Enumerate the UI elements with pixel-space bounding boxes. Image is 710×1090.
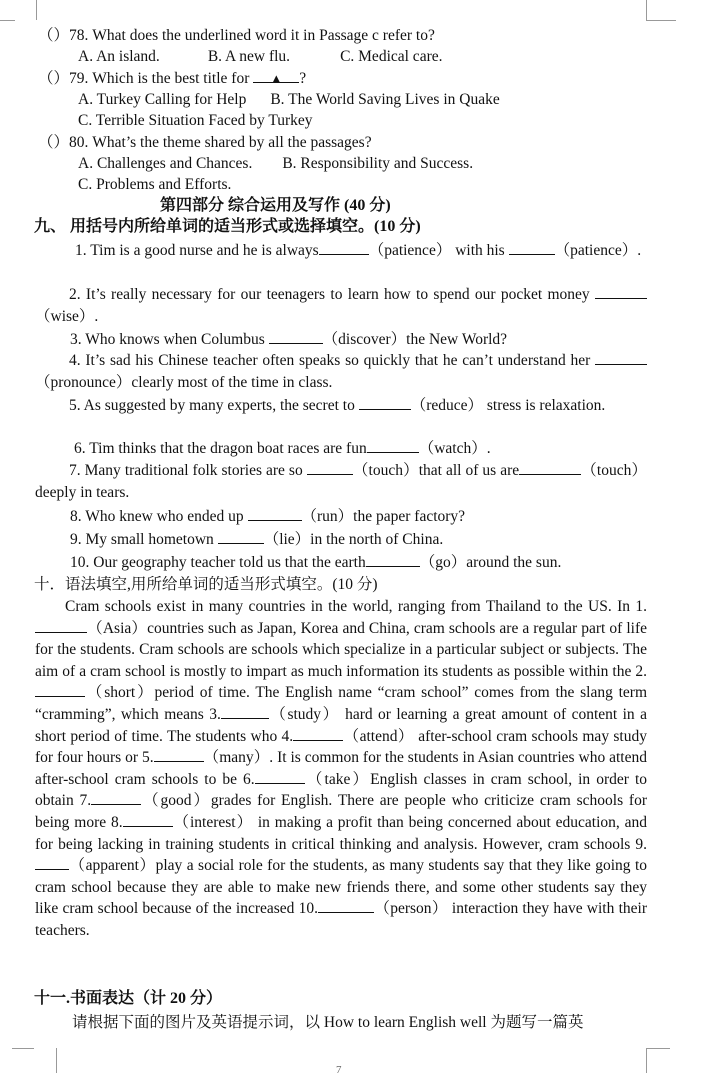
part-four-title: 第四部分 综合运用及写作 (40 分) (160, 197, 391, 214)
s9-blank[interactable] (595, 350, 647, 365)
writing-prompt: 请根据下面的图片及英语提示词，以 How to learn English well 为题写一篇英 (72, 1014, 584, 1031)
section-eleven-title: 十一.书面表达（计 20 分） (34, 990, 223, 1007)
crop-mark-bottom-left (34, 1048, 57, 1073)
s9-item-8: 8. Who knew who ended up （run）the paper factory? (70, 508, 466, 525)
cloze-blank-8[interactable] (123, 812, 173, 827)
question-79-options-ab: A. Turkey Calling for Help B. The World Saving Lives in Quake (78, 91, 500, 108)
cloze-blank-6[interactable] (255, 769, 305, 784)
s9-blank[interactable] (367, 438, 419, 453)
s9-item-10: 10. Our geography teacher told us that the earth （go）around the sun. (70, 554, 562, 571)
cloze-blank-9[interactable] (35, 855, 69, 870)
crop-mark-top-left-h (0, 20, 15, 21)
s9-item-5: 5. As suggested by many experts, the secret to （reduce） stress is relaxation. (69, 397, 606, 414)
question-80-option-c: C. Problems and Efforts. (78, 176, 232, 193)
s9-item-3: 3. Who knows when Columbus （discover）the New World? (70, 331, 508, 348)
question-80-options-ab: A. Challenges and Chances. B. Responsibility and Success. (78, 155, 474, 172)
cloze-blank-2[interactable] (35, 682, 85, 697)
cloze-blank-3[interactable] (221, 704, 269, 719)
s9-blank[interactable] (359, 395, 411, 410)
section-ten-title: 十．语法填空,用所给单词的适当形式填空。(10 分) (34, 576, 378, 593)
question-78: （）78. What does the underlined word it in Passage c refer to? (38, 27, 435, 44)
s9-blank[interactable] (269, 329, 323, 344)
s9-item-2: 2. It’s really necessary for our teenagers to learn how to spend our pocket money （wise）. (35, 284, 647, 327)
crop-mark-top-right-h (646, 20, 676, 21)
cloze-blank-1[interactable] (35, 618, 87, 633)
section-nine-title: 九、 用括号内所给单词的适当形式或选择填空。(10 分) (34, 218, 421, 235)
s9-blank[interactable] (509, 240, 555, 255)
cloze-blank-10[interactable] (318, 898, 374, 913)
crop-mark-bottom-right-h (646, 1048, 670, 1049)
cloze-blank-7[interactable] (91, 790, 141, 805)
cloze-blank-5[interactable] (154, 747, 204, 762)
crop-mark-bottom-left-h (12, 1048, 34, 1049)
question-78-options: A. An island. B. A new flu. C. Medical care. (78, 48, 443, 65)
crop-mark-top-right (646, 0, 669, 20)
s9-blank[interactable] (319, 240, 369, 255)
cloze-passage: Cram schools exist in many countries in the world, ranging from Thailand to the US. In 1.（Asia）countries such as Japan, Korea and China, cram schools are a regular part of life for the students. Cram schools are schools which specialize in a particular subject or subjects. The aim of a cram school is mostly to impart as much information its students as possible within the 2.（short）period of time. The English name “cram school” comes from the slang term “cramming”, which means 3. （study） hard or learning a great amount of content in a short period of time. The students who 4. （attend） after-school cram schools may study for four hours or 5. （many）. It is common for the students in Asian countries who attend after-school cram schools to be 6. （take）English classes in cram school, in order to obtain 7. （good）grades for English. There are people who criticize cram schools for being more 8. （interest） in making a profit than being concerned about education, and for being lacking in training students in critical thinking and analysis. However, cram schools 9.（apparent）play a social role for the students, as many students say that they like going to cram school because they are able to make new friends there, and some other students say they like cram school because of the increased 10. （person） interaction they have with their teachers. (35, 598, 647, 939)
question-79: （）79. Which is the best title for ▲ ? (38, 70, 307, 87)
s9-item-4: 4. It’s sad his Chinese teacher often speaks so quickly that he can’t understand her （pronounce）clearly most of the time in class. (35, 350, 647, 393)
s9-blank[interactable] (366, 552, 420, 567)
page-number: 7 (336, 1064, 342, 1076)
s9-item-7: 7. Many traditional folk stories are so （touch）that all of us are （touch）deeply in tears. (35, 462, 647, 501)
s9-item-6: 6. Tim thinks that the dragon boat races are fun （watch）. (74, 440, 491, 457)
crop-mark-bottom-right (646, 1048, 669, 1073)
s9-blank[interactable] (307, 460, 353, 475)
s9-item-9: 9. My small hometown （lie）in the north of China. (70, 531, 444, 548)
question-79-option-c: C. Terrible Situation Faced by Turkey (78, 112, 313, 129)
title-blank[interactable]: ▲ (253, 68, 299, 83)
crop-mark-top-left (14, 0, 37, 20)
s9-blank[interactable] (519, 460, 581, 475)
s9-blank[interactable] (218, 529, 264, 544)
question-80: （）80. What’s the theme shared by all the passages? (38, 134, 372, 151)
s9-blank[interactable] (248, 506, 302, 521)
s9-blank[interactable] (595, 284, 647, 299)
cloze-blank-4[interactable] (293, 726, 343, 741)
s9-item-1: 1. Tim is a good nurse and he is always （patience） with his （patience）. (75, 242, 642, 259)
